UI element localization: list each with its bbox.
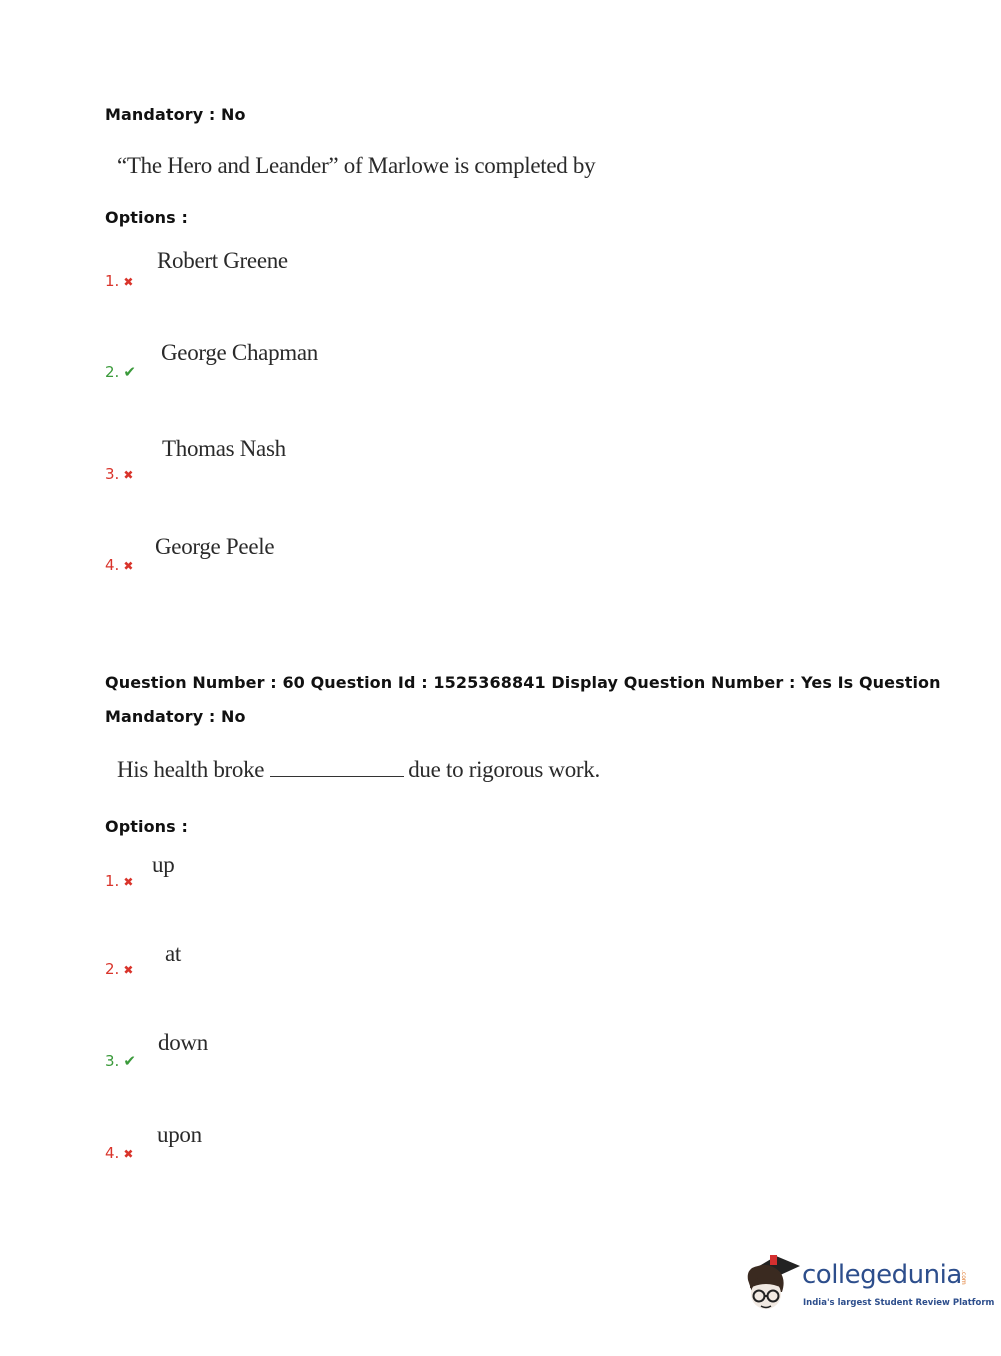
q2-question-text (117, 756, 600, 783)
q1-option-3-number: 3. ✖ (105, 465, 134, 483)
mascot-icon (742, 1250, 802, 1320)
check-icon: ✔ (123, 363, 136, 381)
q2-option-2-number: 2. ✖ (105, 960, 134, 978)
q1-option-3-text: Thomas Nash (162, 436, 286, 461)
q1-option-4-text: George Peele (155, 534, 275, 559)
collegedunia-logo (742, 1250, 995, 1320)
logo-com-text: .com (960, 1270, 967, 1285)
q1-question-text: “The Hero and Leander” of Marlowe is completed by (117, 153, 596, 178)
answer-blank (270, 756, 404, 777)
q2-option-3-text: down (158, 1030, 208, 1055)
q1-option-2-text: George Chapman (161, 340, 318, 365)
q2-option-1-number: 1. ✖ (105, 872, 134, 890)
q1-options-label: Options : (105, 208, 188, 227)
q1-mandatory-label: Mandatory : No (105, 105, 246, 124)
q2-mandatory-label: Mandatory : No (105, 707, 246, 726)
logo-brand-text: collegedunia (802, 1260, 962, 1290)
q2-header: Question Number : 60 Question Id : 1525368841 Display Question Number : Yes Is Question (105, 673, 941, 692)
q2-option-1-text: up (152, 852, 175, 877)
q1-option-2-number: 2. ✔ (105, 363, 136, 381)
q2-option-3-number: 3. ✔ (105, 1052, 136, 1070)
cross-icon: ✖ (123, 559, 134, 573)
q2-options-label: Options : (105, 817, 188, 836)
cross-icon: ✖ (123, 468, 134, 482)
cross-icon: ✖ (123, 963, 134, 977)
logo-tagline: India's largest Student Review Platform (803, 1298, 995, 1308)
cross-icon: ✖ (123, 275, 134, 289)
q2-option-2-text: at (165, 941, 181, 966)
q1-option-4-number: 4. ✖ (105, 556, 134, 574)
cross-icon: ✖ (123, 875, 134, 889)
cross-icon: ✖ (123, 1147, 134, 1161)
q2-option-4-text: upon (157, 1122, 202, 1147)
q2-option-4-number: 4. ✖ (105, 1144, 134, 1162)
q2-text-before: His health broke (117, 757, 265, 782)
q2-text-after: due to rigorous work. (408, 757, 600, 782)
q1-option-1-text: Robert Greene (157, 248, 288, 273)
q1-option-1-number: 1. ✖ (105, 272, 134, 290)
check-icon: ✔ (123, 1052, 136, 1070)
